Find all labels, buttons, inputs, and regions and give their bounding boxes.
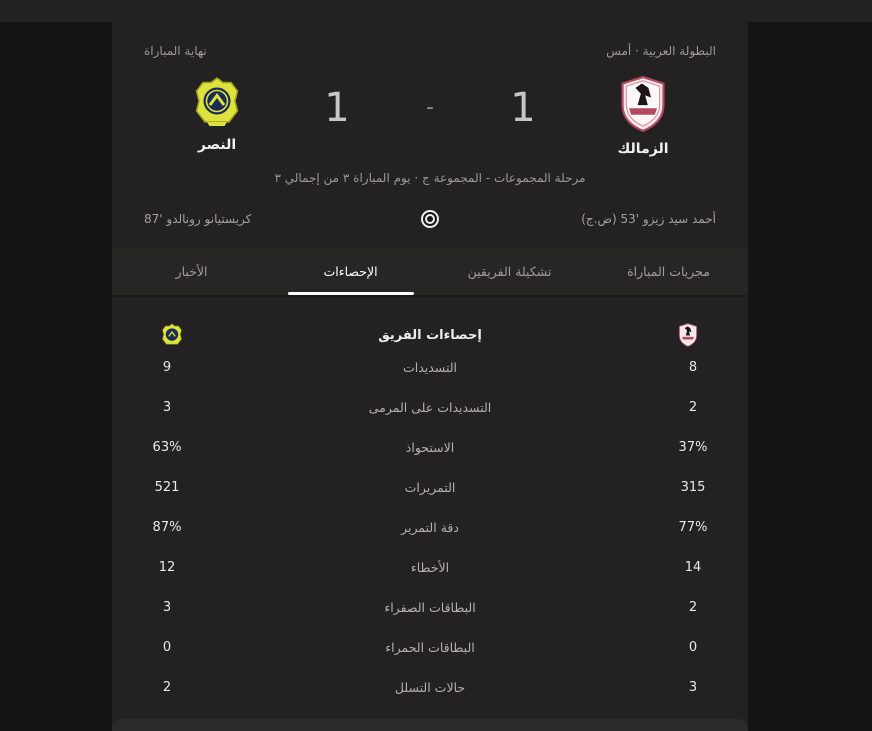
home-value: 2	[688, 599, 698, 615]
stats-header	[112, 323, 748, 347]
stat-row-possession	[112, 427, 748, 467]
away-value: 87%	[152, 519, 182, 535]
home-scorers: أحمد سيد زيزو '53 (ض.ج)	[581, 212, 716, 226]
away-value: 9	[162, 359, 172, 375]
tab-label: تشكيلة الفريقين	[467, 263, 552, 279]
away-value: 521	[154, 479, 180, 495]
stat-label: البطاقات الصفراء	[384, 599, 476, 615]
football-icon	[408, 209, 452, 229]
home-value: 0	[688, 639, 698, 655]
match-panel	[112, 0, 748, 731]
competition-label[interactable]: البطولة العربية · أمس	[606, 44, 716, 58]
next-section-card-edge	[112, 719, 748, 731]
alnassr-logo-small-icon	[142, 323, 202, 347]
away-value: 3	[162, 399, 172, 415]
score-separator: -	[426, 95, 434, 120]
home-score: 1	[510, 85, 536, 131]
away-team-name[interactable]: النصر	[197, 137, 237, 153]
match-meta-row	[112, 0, 748, 58]
home-team-name[interactable]: الزمالك	[617, 141, 669, 157]
stats-title: إحصاءات الفريق	[378, 327, 482, 343]
away-value: 12	[158, 559, 176, 575]
stat-label: التسديدات على المرمى	[368, 399, 492, 415]
home-value: 2	[688, 399, 698, 415]
stat-row-yellow-cards	[112, 587, 748, 627]
away-scorers: كريستيانو رونالدو '87	[144, 212, 252, 226]
away-team[interactable]	[132, 76, 302, 153]
stat-label: دقة التمرير	[401, 519, 459, 535]
home-value: 8	[688, 359, 698, 375]
tab-label: الإحصاءات	[323, 263, 378, 279]
alnassr-logo-icon	[193, 76, 241, 128]
stat-label: الاستحواذ	[405, 439, 455, 455]
active-tab-underline	[288, 292, 414, 295]
home-value: 3	[688, 679, 698, 695]
tab-bar	[112, 247, 748, 297]
stat-row-red-cards	[112, 627, 748, 667]
away-value: 0	[162, 639, 172, 655]
home-value: 315	[680, 479, 706, 495]
stat-label: التسديدات	[402, 359, 458, 375]
away-value: 63%	[152, 439, 182, 455]
home-value: 14	[684, 559, 702, 575]
away-value: 2	[162, 679, 172, 695]
away-score: 1	[324, 85, 350, 131]
stat-row-pass-accuracy	[112, 507, 748, 547]
stat-label: التمريرات	[404, 479, 456, 495]
stat-row-passes	[112, 467, 748, 507]
tab-label: الأخبار	[175, 263, 208, 279]
page-background-right	[748, 22, 872, 731]
stat-row-shots	[112, 347, 748, 387]
stat-row-shots-on-target	[112, 387, 748, 427]
home-value: 77%	[678, 519, 708, 535]
zamalek-logo-icon	[619, 76, 667, 132]
tab-news[interactable]	[112, 247, 271, 295]
stage-info: مرحلة المجموعات - المجموعة ج · يوم المباراة ٣ من إجمالي ٣	[274, 171, 586, 185]
scorers-row	[112, 209, 748, 229]
zamalek-logo-small-icon	[658, 323, 718, 347]
tab-statistics[interactable]	[271, 247, 430, 295]
stat-label: الأخطاء	[410, 559, 450, 575]
stat-row-offsides	[112, 667, 748, 707]
tab-label: مجريات المباراة	[627, 263, 710, 279]
match-status-label: نهاية المباراة	[144, 44, 207, 58]
home-team[interactable]	[558, 76, 728, 157]
home-value: 37%	[678, 439, 708, 455]
stat-label: حالات التسلل	[394, 679, 466, 695]
page-background-left	[0, 22, 112, 731]
scoreboard	[112, 76, 748, 157]
tab-lineups[interactable]	[430, 247, 589, 295]
stat-label: البطاقات الحمراء	[385, 639, 475, 655]
away-value: 3	[162, 599, 172, 615]
tab-match-events[interactable]	[589, 247, 748, 295]
stat-row-fouls	[112, 547, 748, 587]
